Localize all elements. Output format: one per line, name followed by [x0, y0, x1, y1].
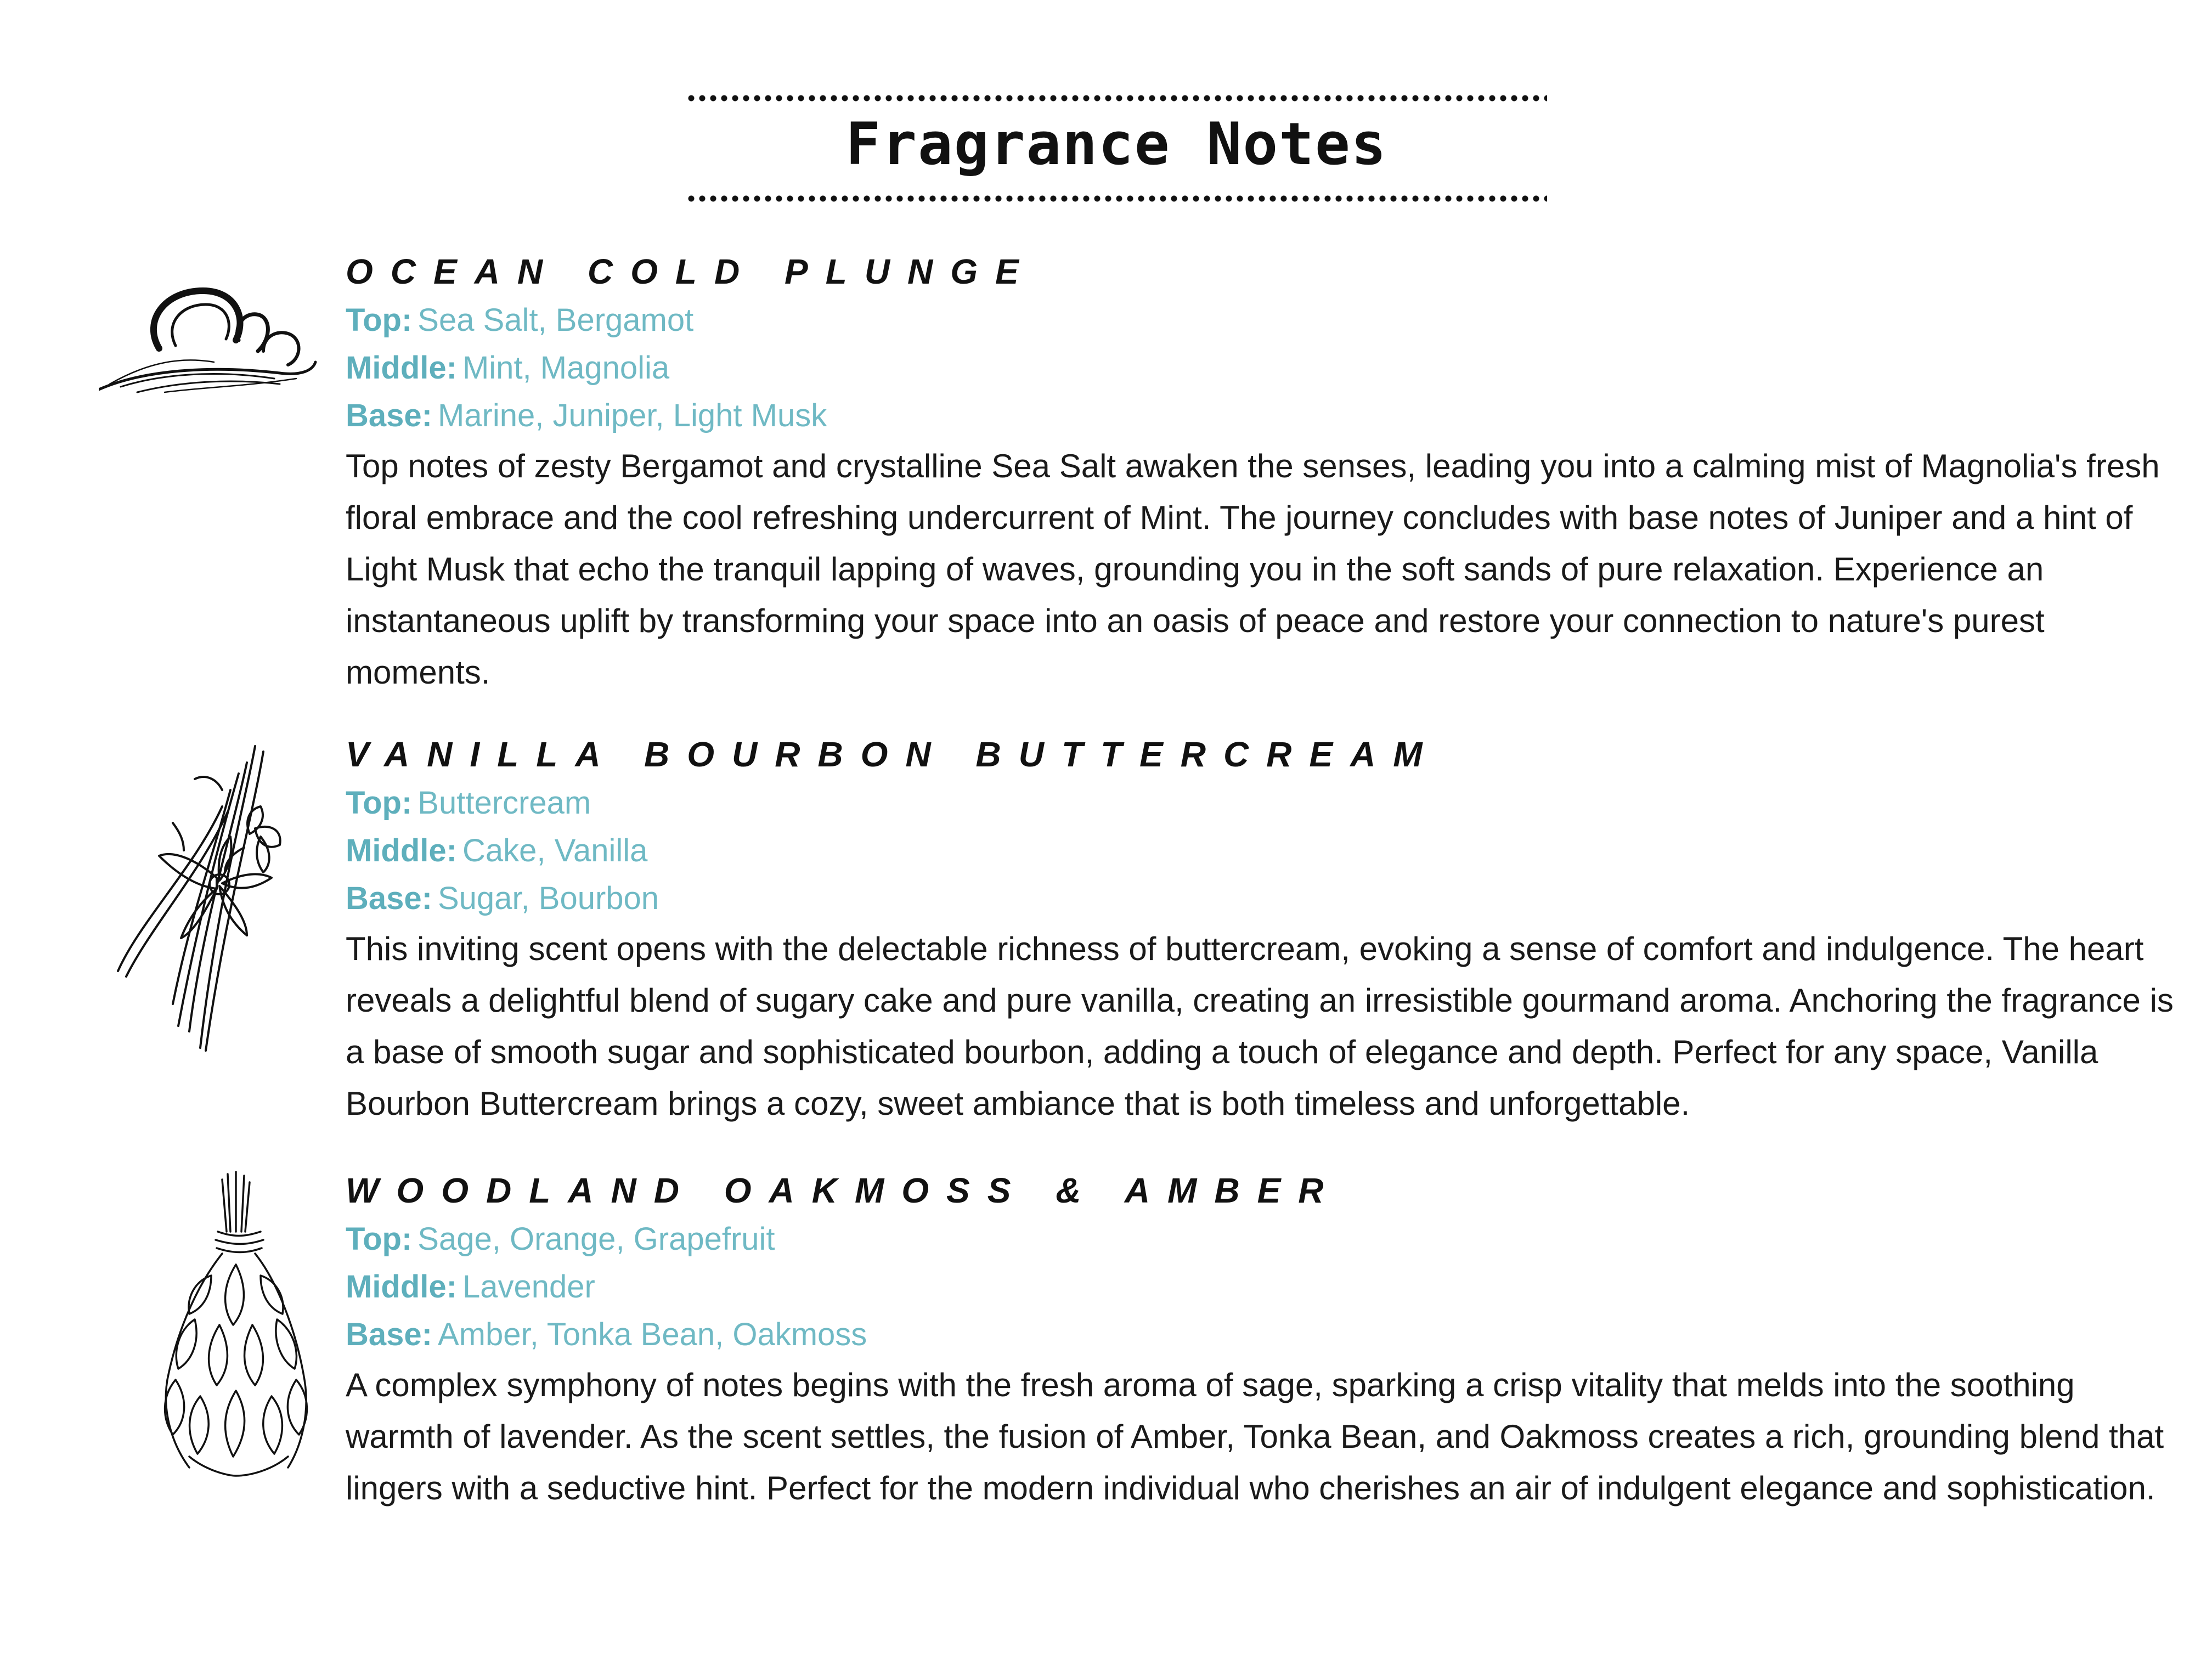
note-base [346, 392, 2178, 439]
note-value: Buttercream [417, 785, 591, 821]
fragrance-notes [346, 779, 2178, 922]
fragrance-content [346, 1166, 2178, 1514]
note-top [346, 1215, 2178, 1263]
note-value: Sea Salt, Bergamot [417, 302, 694, 338]
note-value: Amber, Tonka Bean, Oakmoss [437, 1317, 867, 1352]
note-label: Base: [346, 398, 432, 433]
note-label: Base: [346, 1317, 432, 1352]
note-value: Sage, Orange, Grapefruit [417, 1221, 775, 1257]
page-header [686, 82, 1547, 214]
note-label: Middle: [346, 350, 457, 386]
note-value: Cake, Vanilla [462, 833, 648, 868]
note-label: Top: [346, 1221, 413, 1257]
fragrance-content [346, 247, 2178, 698]
fragrance-description: This inviting scent opens with the delectable richness of buttercream, evoking a sense of comfort and indulgence. The heart reveals a delightful blend of sugary cake and pure vanilla, creating an irresistible gourmand aroma. Anchoring the fragrance is a base of smooth sugar and sophisticated bourbon, adding a touch of elegance and depth. Perfect for any space, Vanilla Bourbon Buttercream brings a cozy, sweet ambiance that is both timeless and unforgettable. [346, 930, 2174, 1122]
fragrance-content [346, 730, 2178, 1130]
fragrance-notes [346, 296, 2178, 439]
note-middle [346, 1263, 2178, 1311]
fragrance-name: WOODLAND OAKMOSS & AMBER [346, 1171, 1341, 1210]
note-top [346, 296, 2178, 344]
note-label: Middle: [346, 833, 457, 868]
note-middle [346, 344, 2178, 392]
page-title: Fragrance Notes [845, 110, 1387, 178]
fragrance-notes [346, 1215, 2178, 1358]
dotted-divider-bottom [686, 195, 1547, 202]
dotted-divider-top [686, 94, 1547, 102]
note-base [346, 874, 2178, 922]
wave-icon [99, 269, 318, 395]
note-label: Top: [346, 785, 413, 821]
note-value: Sugar, Bourbon [437, 881, 659, 916]
fragrance-description: Top notes of zesty Bergamot and crystalline Sea Salt awaken the senses, leading you into a calming mist of Magnolia's fresh floral embrace and the cool refreshing undercurrent of Mint. The journey concludes with base notes of Juniper and a hint of Light Musk that echo the tranquil lapping of waves, grounding you in the soft sands of pure relaxation. Experience an instantaneous uplift by transforming your space into an oasis of peace and restore your connection to nature's purest moments. [346, 448, 2160, 691]
note-label: Top: [346, 302, 413, 338]
note-label: Middle: [346, 1269, 457, 1305]
note-value: Mint, Magnolia [462, 350, 670, 386]
note-base [346, 1311, 2178, 1358]
note-value: Lavender [462, 1269, 595, 1305]
fragrance-name: OCEAN COLD PLUNGE [346, 252, 1036, 291]
note-middle [346, 827, 2178, 874]
vanilla-flower-icon [107, 741, 315, 1059]
fragrance-name: VANILLA BOURBON BUTTERCREAM [346, 735, 1440, 774]
note-top [346, 779, 2178, 827]
note-label: Base: [346, 881, 432, 916]
note-value: Marine, Juniper, Light Musk [437, 398, 827, 433]
sage-bundle-icon [156, 1171, 315, 1479]
fragrance-description: A complex symphony of notes begins with the fresh aroma of sage, sparking a crisp vitality that melds into the soothing warmth of lavender. As the scent settles, the fusion of Amber, Tonka Bean, and Oakmoss creates a rich, grounding blend that lingers with a seductive hint. Perfect for the modern individual who cherishes an air of indulgent elegance and sophistication. [346, 1367, 2164, 1506]
